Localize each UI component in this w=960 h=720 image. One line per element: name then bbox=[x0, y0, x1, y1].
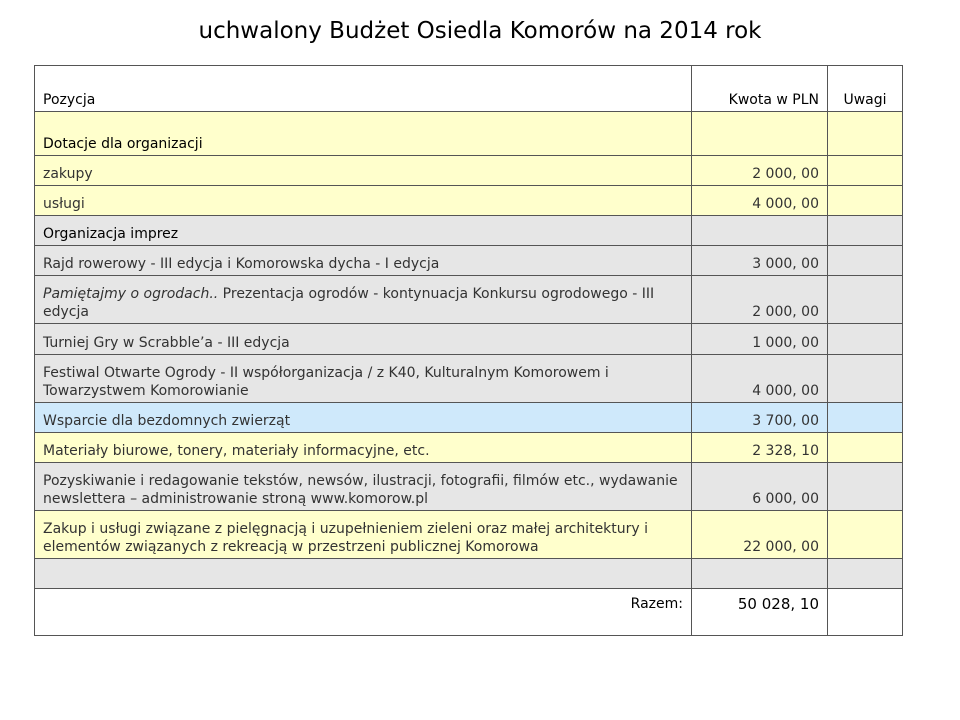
row-uwagi bbox=[828, 511, 903, 559]
table-row bbox=[35, 186, 903, 216]
row-amount: 2 000, 00 bbox=[692, 156, 828, 186]
table-row bbox=[35, 433, 903, 463]
table-total-row bbox=[35, 589, 903, 636]
row-amount: 6 000, 00 bbox=[692, 463, 828, 511]
row-uwagi bbox=[828, 246, 903, 276]
row-label: Turniej Gry w Scrabble’a - III edycja bbox=[35, 324, 692, 355]
total-amount: 50 028, 10 bbox=[692, 589, 828, 636]
table-row bbox=[35, 324, 903, 355]
row-label-rest: Prezentacja ogrodów - kontynuacja Konkursu ogrodowego - III edycja bbox=[43, 286, 655, 320]
row-label: zakupy bbox=[35, 156, 692, 186]
row-uwagi bbox=[828, 403, 903, 433]
page-title: uchwalony Budżet Osiedla Komorów na 2014 rok bbox=[198, 18, 762, 44]
table-row bbox=[35, 246, 903, 276]
row-label: Organizacja imprez bbox=[35, 216, 692, 246]
row-amount: 2 328, 10 bbox=[692, 433, 828, 463]
row-amount: 22 000, 00 bbox=[692, 511, 828, 559]
row-label: Zakup i usługi związane z pielęgnacją i uzupełnieniem zieleni oraz małej architektury i elementów związanych z rekreacją w przestrzeni publicznej Komorowa bbox=[35, 511, 692, 559]
row-uwagi bbox=[828, 433, 903, 463]
header-kwota: Kwota w PLN bbox=[692, 66, 828, 112]
row-label: Rajd rowerowy - III edycja i Komorowska dycha - I edycja bbox=[35, 246, 692, 276]
row-uwagi bbox=[828, 186, 903, 216]
table-row bbox=[35, 511, 903, 559]
total-uwagi bbox=[828, 589, 903, 636]
header-pozycja: Pozycja bbox=[35, 66, 692, 112]
table-row bbox=[35, 403, 903, 433]
table-row bbox=[35, 463, 903, 511]
table-header-row bbox=[35, 66, 903, 112]
total-label: Razem: bbox=[35, 589, 692, 636]
row-uwagi bbox=[828, 463, 903, 511]
row-label: Pozyskiwanie i redagowanie tekstów, newsów, ilustracji, fotografii, filmów etc., wydawanie newslettera – administrowanie stroną www.komorow.pl bbox=[35, 463, 692, 511]
row-amount: 4 000, 00 bbox=[692, 186, 828, 216]
row-amount: 3 000, 00 bbox=[692, 246, 828, 276]
table-row bbox=[35, 355, 903, 403]
table-row-empty bbox=[35, 559, 903, 589]
row-label: Festiwal Otwarte Ogrody - II współorganizacja / z K40, Kulturalnym Komorowem i Towarzystwem Komorowianie bbox=[35, 355, 692, 403]
row-label bbox=[35, 559, 692, 589]
row-amount: 3 700, 00 bbox=[692, 403, 828, 433]
row-amount: 4 000, 00 bbox=[692, 355, 828, 403]
row-label: Dotacje dla organizacji bbox=[35, 112, 692, 156]
row-label bbox=[35, 276, 692, 324]
row-uwagi bbox=[828, 216, 903, 246]
row-amount bbox=[692, 559, 828, 589]
table-row bbox=[35, 216, 903, 246]
budget-table bbox=[34, 65, 903, 636]
header-uwagi: Uwagi bbox=[828, 66, 903, 112]
table-row bbox=[35, 156, 903, 186]
row-label: Materiały biurowe, tonery, materiały informacyjne, etc. bbox=[35, 433, 692, 463]
row-amount bbox=[692, 112, 828, 156]
table-row bbox=[35, 276, 903, 324]
row-uwagi bbox=[828, 112, 903, 156]
row-uwagi bbox=[828, 355, 903, 403]
row-amount: 1 000, 00 bbox=[692, 324, 828, 355]
row-uwagi bbox=[828, 276, 903, 324]
row-uwagi bbox=[828, 324, 903, 355]
row-amount bbox=[692, 216, 828, 246]
row-label: Wsparcie dla bezdomnych zwierząt bbox=[35, 403, 692, 433]
table-row bbox=[35, 112, 903, 156]
row-uwagi bbox=[828, 156, 903, 186]
row-amount: 2 000, 00 bbox=[692, 276, 828, 324]
row-label-italic: Pamiętajmy o ogrodach.. bbox=[43, 286, 219, 302]
row-label: usługi bbox=[35, 186, 692, 216]
row-uwagi bbox=[828, 559, 903, 589]
